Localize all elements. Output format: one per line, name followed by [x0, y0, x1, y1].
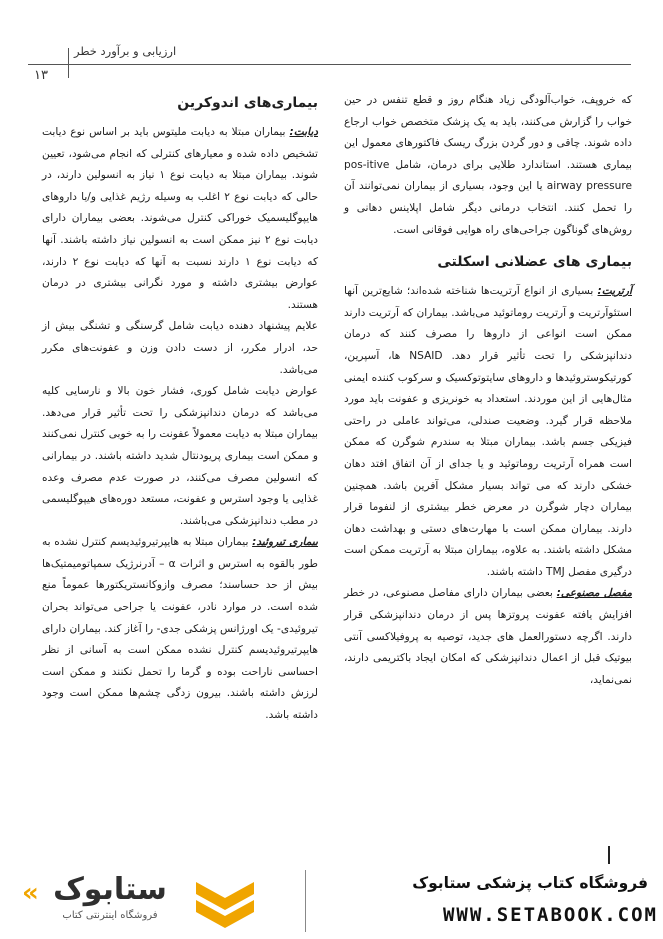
arthritis-paragraph	[344, 281, 632, 583]
right-column	[344, 90, 632, 691]
prosthetic-joint-term: مفصل مصنوعی:	[556, 587, 633, 600]
store-url[interactable]: WWW.SETABOOK.COM	[442, 904, 658, 926]
running-title: ارزیابی و برآورد خطر	[74, 44, 177, 58]
setabook-logo-icon	[190, 876, 260, 928]
thyroid-text: بیماران مبتلا به هایپرتیروئیدیسم کنترل نشده به طور بالقوه به استرس و اثرات α – آدرنرژیک سمپاتومیمتیک‌ها بیش از حد حساسند؛ مصرف وازوکانستریکتورها عموماً منع شده است. در موارد نادر، عفونت یا جراحی می‌تواند بحران تیروئیدی- یک اورژانس پزشکی جدی- را آغاز کند. بیماران دارای هایپرتیروئیدیسم کنترل نشده ممکن است به آسانی از نظر احساسی ناراحت بوده و گرما را تحمل نکنند و ممکن است لرزش داشته باشند. بیرون زدگی چشم‌ها ممکن است وجود داشته باشد.	[42, 536, 318, 722]
footer-banner	[0, 864, 663, 939]
endocrine-heading: بیماری‌های اندوکرین	[177, 95, 318, 111]
footer-divider	[305, 870, 306, 932]
logo-wordmark: ستابوک	[53, 872, 167, 907]
arthritis-text: بسیاری از انواع آرتریت‌ها شناخته شده‌اند؛ شایع‌ترین آنها استئوآرتریت و آرتریت روماتوئید می‌باشد. بیماران که آرتریت دارند ممکن است انواعی از داروها را مصرف کنند که درمان دندانپزشکی را تحت تأثیر قرار دهد. NSAID ها، آسپرین، کورتیکوستروئیدها و داروهای سایتوتوکسیک و سرکوب کننده ایمنی مثال‌هایی از این موردند. استعداد به خونریزی و عفونت باید مورد ملاحظه قرار گیرد. وضعیت صندلی، می‌تواند عاملی در راحتی فیزیکی جسم باشد. بیماران مبتلا به سندرم شوگرن که ممکن است همراه آرتریت روماتوئید و یا جدای از آن اتفاق افتد دهان خشکی دارند که می تواند بسیار مشکل آفرین باشد. همچنین بیماران دچار شوگرن در معرض خطر بیشتری از لنفوما قرار دارند. بیماران ممکن است با مهارت‌های دستی و بهداشت دهان مشکل داشته باشند. به علاوه، بیماران مبتلا به آرتریت ممکن است درگیری مفصل TMJ داشته باشند.	[344, 285, 632, 578]
diabetes-term: دیابت:	[289, 126, 318, 138]
left-column	[42, 90, 318, 727]
diabetes-text: بیماران مبتلا به دیابت ملیتوس باید بر اساس نوع دیابت تشخیص داده شده و معیارهای کنترلی که انجام می‌شود، تعیین شوند. بیماران مبتلا به دیابت نوع ۱ نیاز به انسولین دارند، در حالی که دیابت نوع ۲ اغلب به وسیله رژیم غذایی و/یا داروهای هایپوگلیسمیک خوراکی کنترل می‌شوند. بعضی بیماران دارای دیابت نوع ۲ نیز ممکن است به انسولین نیاز داشته باشند. آنها که دیابت نوع ۱ دارند نسبت به آنها که دیابت نوع ۲ دارند، عوارض بیشتری داشته و مورد نگرانی بیشتری در درمان هستند.	[42, 126, 319, 311]
diabetes-paragraph	[42, 122, 318, 316]
diabetes-symptoms-paragraph: علایم پیشنهاد دهنده دیابت شامل گرسنگی و تشنگی بیش از حد، ادرار مکرر، از دست دادن وزن و عفونت‌های مکرر می‌باشد.	[42, 320, 318, 376]
column-marker	[608, 846, 610, 864]
page-number: ۱۳	[34, 68, 48, 83]
prosthetic-joint-text: بعضی بیماران دارای مفاصل مصنوعی، در خطر افزایش یافته عفونت پروتزها پس از درمان دندانپزشکی قرار دارند. اگرچه دستورالعمل های جدید، توصیه به پروفیلاکسی آنتی بیوتیک قبل از اعمال دندانپزشکی که امکان ایجاد باکتریمی دارند، نمی‌نماید،	[344, 587, 632, 686]
logo-subtitle: فروشگاه اینترنتی کتاب	[62, 910, 158, 921]
musculoskeletal-heading: بیماری های عضلانی اسکلتی	[437, 254, 632, 271]
intro-paragraph: که خروپف، خواب‌آلودگی زیاد هنگام روز و قطع تنفس در حین خواب را گزارش می‌کنند، باید به یک پزشک متخصص خواب ارجاع داده شوند. چاقی و دور گردن بزرگ ریسک فاکتورهای معمول این بیماری هستند. استاندارد طلایی برای درمان، شامل pos-itive airway pressure یا این وجود، بسیاری از بیماران نمی‌توانند آن را تحمل کنند. انتخاب درمانی دیگر شامل اپلاینس دهانی و روش‌های گوناگون جراحی‌های راه هوایی فوقانی است.	[344, 94, 633, 236]
double-chevron-icon: «	[22, 878, 39, 908]
prosthetic-joint-paragraph	[344, 583, 632, 691]
arthritis-term: آرتریت:	[597, 285, 632, 298]
diabetes-complications-paragraph: عوارض دیابت شامل کوری، فشار خون بالا و نارسایی کلیه می‌باشد که درمان دندانپزشکی را تحت تأثیر قرار می‌دهد. بیماران مبتلا به دیابت معمولاً عفونت را به خوبی کنترل نمی‌کنند و ممکن است بیماری پریودنتال شدید داشته باشند. در بیمارانی که انسولین مصرف می‌کنند، در صورت عدم مصرف وعده غذایی یا وجود استرس و عفونت، مستعد دوره‌های هیپوگلیسمی در مطب دندانپزشکی می‌باشند.	[42, 385, 318, 527]
thyroid-term: بیماری تیروئید:	[252, 536, 318, 549]
header-tick	[68, 48, 69, 78]
header-rule	[28, 64, 631, 65]
thyroid-paragraph	[42, 532, 318, 726]
store-name: فروشگاه کتاب پزشکی ستابوک	[412, 874, 648, 892]
